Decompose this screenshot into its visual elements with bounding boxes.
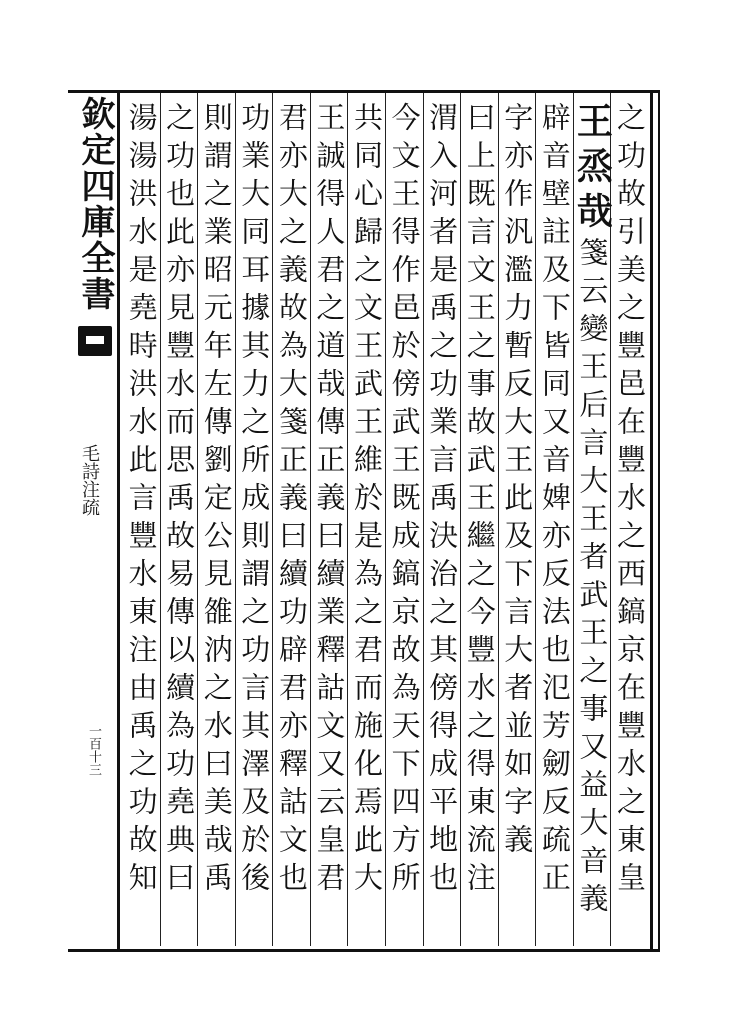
- margin-divider: [117, 90, 120, 949]
- column-text: 辟音壁註及下皆同又音婢亦反法也氾芳劒反疏正: [537, 102, 572, 900]
- column-heading: 王烝哉: [571, 102, 614, 237]
- column-text: 渭入河者是禹之功業言禹決治之其傍得成平地也: [425, 102, 460, 900]
- text-column-4: [498, 102, 536, 862]
- column-rule: [498, 93, 499, 946]
- text-column-11: [235, 102, 273, 900]
- column-rule: [460, 93, 461, 946]
- text-column-13: [160, 102, 198, 900]
- column-text: 王誠得人君之道哉傳正義曰續業釋詁文又云皇君: [312, 102, 347, 900]
- column-rule: [272, 93, 273, 946]
- text-column-1: [610, 102, 648, 900]
- text-column-10: [272, 102, 310, 900]
- section-title: 毛詩注疏: [79, 444, 100, 516]
- fishtail-mark-icon: [78, 326, 112, 356]
- column-rule: [535, 93, 536, 946]
- column-rule: [573, 93, 574, 946]
- column-rule: [160, 93, 161, 946]
- column-rule: [197, 93, 198, 946]
- column-text: 功業大同耳據其力之所成則謂之功言其澤及於後: [237, 102, 272, 900]
- column-text: 君亦大之義故為大箋正義曰續功辟君亦釋詁文也: [274, 102, 309, 900]
- text-column-3: [535, 102, 573, 900]
- column-text: 則謂之業昭元年左傳劉定公見雒汭之水曰美哉禹: [199, 102, 234, 900]
- column-text: 今文王得作邑於傍武王既成鎬京故為天下四方所: [387, 102, 422, 900]
- column-text: 箋云變王后言大王者武王之事又益大音義: [575, 237, 610, 921]
- text-column-12: [197, 102, 235, 900]
- column-text: 曰上既言文王之事故武王繼之今豐水之得東流注: [462, 102, 497, 900]
- frame-right-border: [650, 90, 660, 949]
- column-text: 之功也此亦見豐水而思禹故易傳以續為功堯典曰: [162, 102, 197, 900]
- column-text: 共同心歸之文王武王維於是為之君而施化焉此大: [349, 102, 384, 900]
- column-text: 之功故引美之豐邑在豐水之西鎬京在豐水之東皇: [612, 102, 647, 900]
- page-number: 一百十三: [86, 724, 101, 776]
- column-text: 字亦作汎濫力暫反大王此及下言大者並如字義: [500, 102, 535, 862]
- book-title: 欽定四庫全書: [75, 96, 115, 312]
- column-rule: [310, 93, 311, 946]
- text-column-8: [347, 102, 385, 900]
- column-rule: [347, 93, 348, 946]
- text-column-5: [460, 102, 498, 900]
- column-rule: [423, 93, 424, 946]
- column-rule: [385, 93, 386, 946]
- text-column-7: [385, 102, 423, 900]
- column-text: 湯湯洪水是堯時洪水此言豐水東注由禹之功故知: [124, 102, 159, 900]
- text-column-9: [310, 102, 348, 900]
- column-rule: [235, 93, 236, 946]
- text-column-6: [423, 102, 461, 900]
- text-column-14: [122, 102, 160, 900]
- text-column-2: [571, 102, 614, 921]
